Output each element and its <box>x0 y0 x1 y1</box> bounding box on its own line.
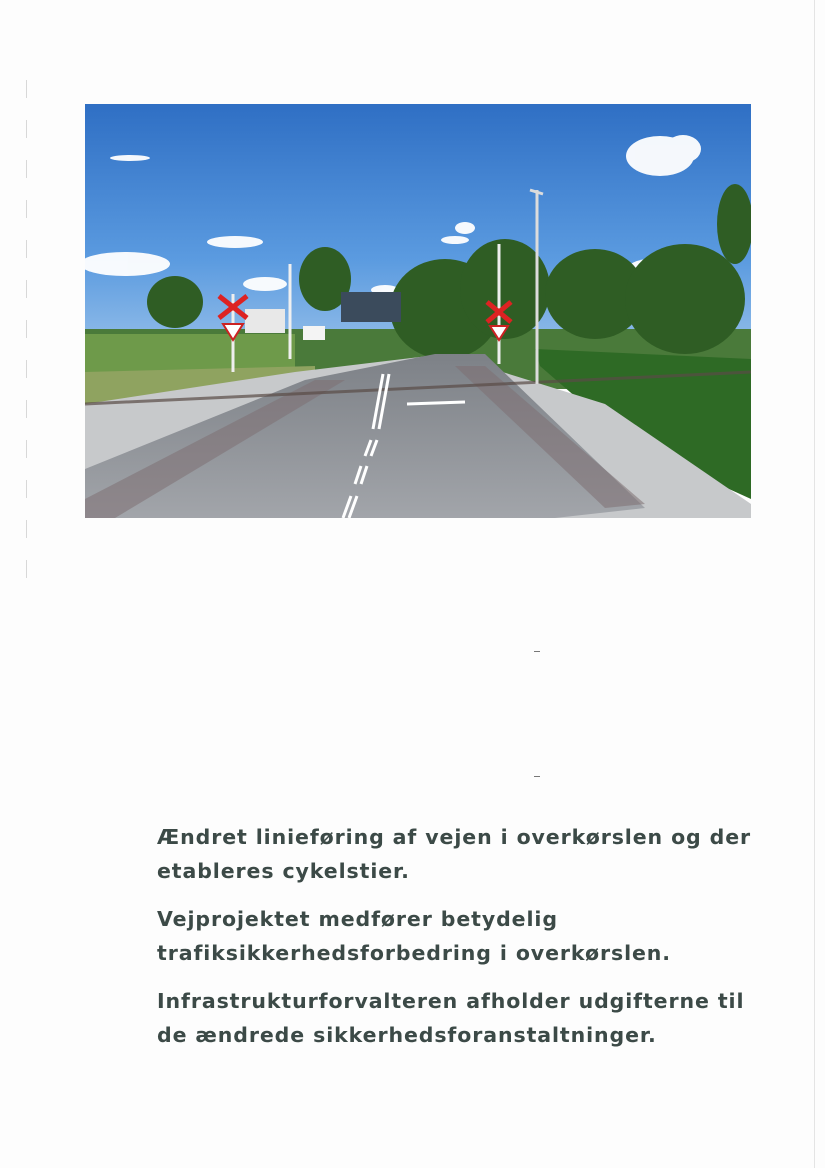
scan-speck <box>534 776 540 777</box>
scan-edge-right <box>814 0 815 1168</box>
stop-line <box>407 402 465 404</box>
document-text <box>157 820 767 1066</box>
paragraph-realignment: Ændret linieføring af vejen i overkørslen og der etableres cykelstier. <box>157 825 752 883</box>
house-roof <box>341 292 401 322</box>
scan-speck <box>534 651 540 652</box>
railroad-crossing-photo <box>85 104 751 518</box>
house <box>245 309 285 333</box>
paragraph-costs: Infrastrukturforvalteren afholder udgifterne til de ændrede sikkerhedsforanstaltninger. <box>157 989 745 1047</box>
paragraph-safety-improvement: Vejprojektet medfører betydelig trafiksikkerhedsforbedring i overkørslen. <box>157 907 671 965</box>
van <box>303 326 325 340</box>
scan-edge-left <box>26 80 27 600</box>
